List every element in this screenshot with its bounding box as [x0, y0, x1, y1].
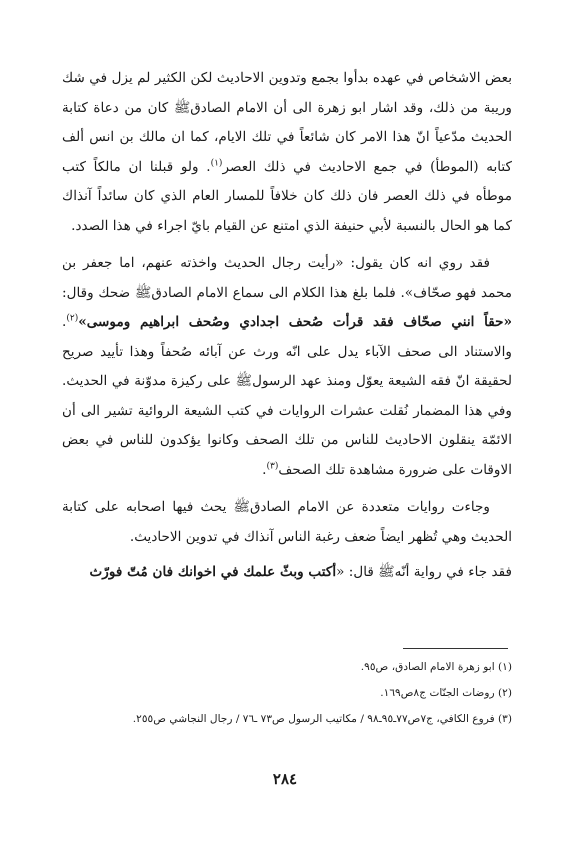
paragraph-1-text: بعض الاشخاص في عهده بدأوا بجمع وتدوين الاحاديث لكن الكثير لم يزل في شك وريبة من ذلك، وقد اشار ابو زهرة الى أن الامام الصادقﷺ كان من دعاة كتابة الحديث مدّعياً انّ هذا الامر كان شائعاً في تلك الايام، كما ان مالك بن انس ألف كتابه (الموطأ) في جمع الاحاديث في ذلك العصر: [62, 70, 512, 175]
footnote-ref-1[interactable]: (١): [210, 157, 223, 168]
paragraph-1: [62, 64, 512, 241]
quote-write-knowledge: أكتب وبثّ علمك في اخوانك فان مُتّ فورّث: [89, 564, 337, 580]
footnote-divider: [403, 648, 508, 649]
paragraph-2-end: .: [262, 461, 267, 478]
paragraph-3-text: وجاءت روايات متعددة عن الامام الصادقﷺ يحث فيها اصحابه على كتابة الحديث وهي تُظهر ايضاً ضعف رغبة الناس آنذاك في تدوين الاحاديث.: [62, 499, 512, 545]
quote-sahhaf: «حقاً انني صحّاف فقد قرأت صُحف اجدادي وصُحف ابراهيم وموسى»: [78, 314, 512, 330]
paragraph-4: [62, 558, 512, 588]
footnote-ref-3[interactable]: (٣): [266, 460, 279, 471]
page-number: ٢٨٤: [272, 770, 298, 788]
footnote-ref-2[interactable]: (٢): [66, 313, 79, 324]
paragraph-2-continuation: . والاستناد الى صحف الآباء يدل على انّه ورث عن آبائه صُحفاً وهذا تأييد صريح لحقيقة انّ فقه الشيعة يعوّل ومنذ عهد الرسولﷺ على ركيزة مدوّنة في الحديث. وفي هذا المضمار نُقلت عشرات الروايات في كتب الشيعة الروائية تشير الى أن الائمّة ينقلون الاحاديث للناس من تلك الصحف وكانوا يؤكدون للناس في بعض الاوقات على ضرورة مشاهدة تلك الصحف: [62, 314, 512, 478]
footnote-1: (١) ابو زهرة الامام الصادق، ص٩٥.: [360, 661, 512, 673]
paragraph-1-continuation: . ولو قبلنا ان مالكاً كتب موطأه في ذلك العصر فان ذلك كان خلافاً للمسار العام الذي كان سائداً آنذاك كما هو الحال بالنسبة لأبي حنيفة الذي امتنع عن القيام بايّ اجراء في هذا الصدد.: [62, 158, 512, 234]
footnote-3: (٣) فروع الكافي، ج٧ص٧٧ـ٩٥ـ٩٨ / مكاتيب الرسول ص٧٣ ـ٧٦ / رجال النجاشي ص٢٥٥.: [132, 713, 512, 725]
paragraph-2: [62, 249, 512, 485]
footnotes: [62, 654, 512, 732]
main-text: [62, 64, 512, 594]
footnote-2: (٢) روضات الجنّات ج٨ص١٦٩.: [380, 687, 512, 699]
paragraph-4-text: فقد جاء في رواية أنّهﷺ قال: «: [336, 564, 512, 580]
paragraph-3: [62, 493, 512, 552]
paragraph-2-text: فقد روي انه كان يقول: «رأيت رجال الحديث واخذته عنهم، اما جعفر بن محمد فهو صحّاف». فلما بلغ هذا الكلام الى سماع الامام الصادقﷺ ضحك وقال:: [62, 255, 512, 301]
